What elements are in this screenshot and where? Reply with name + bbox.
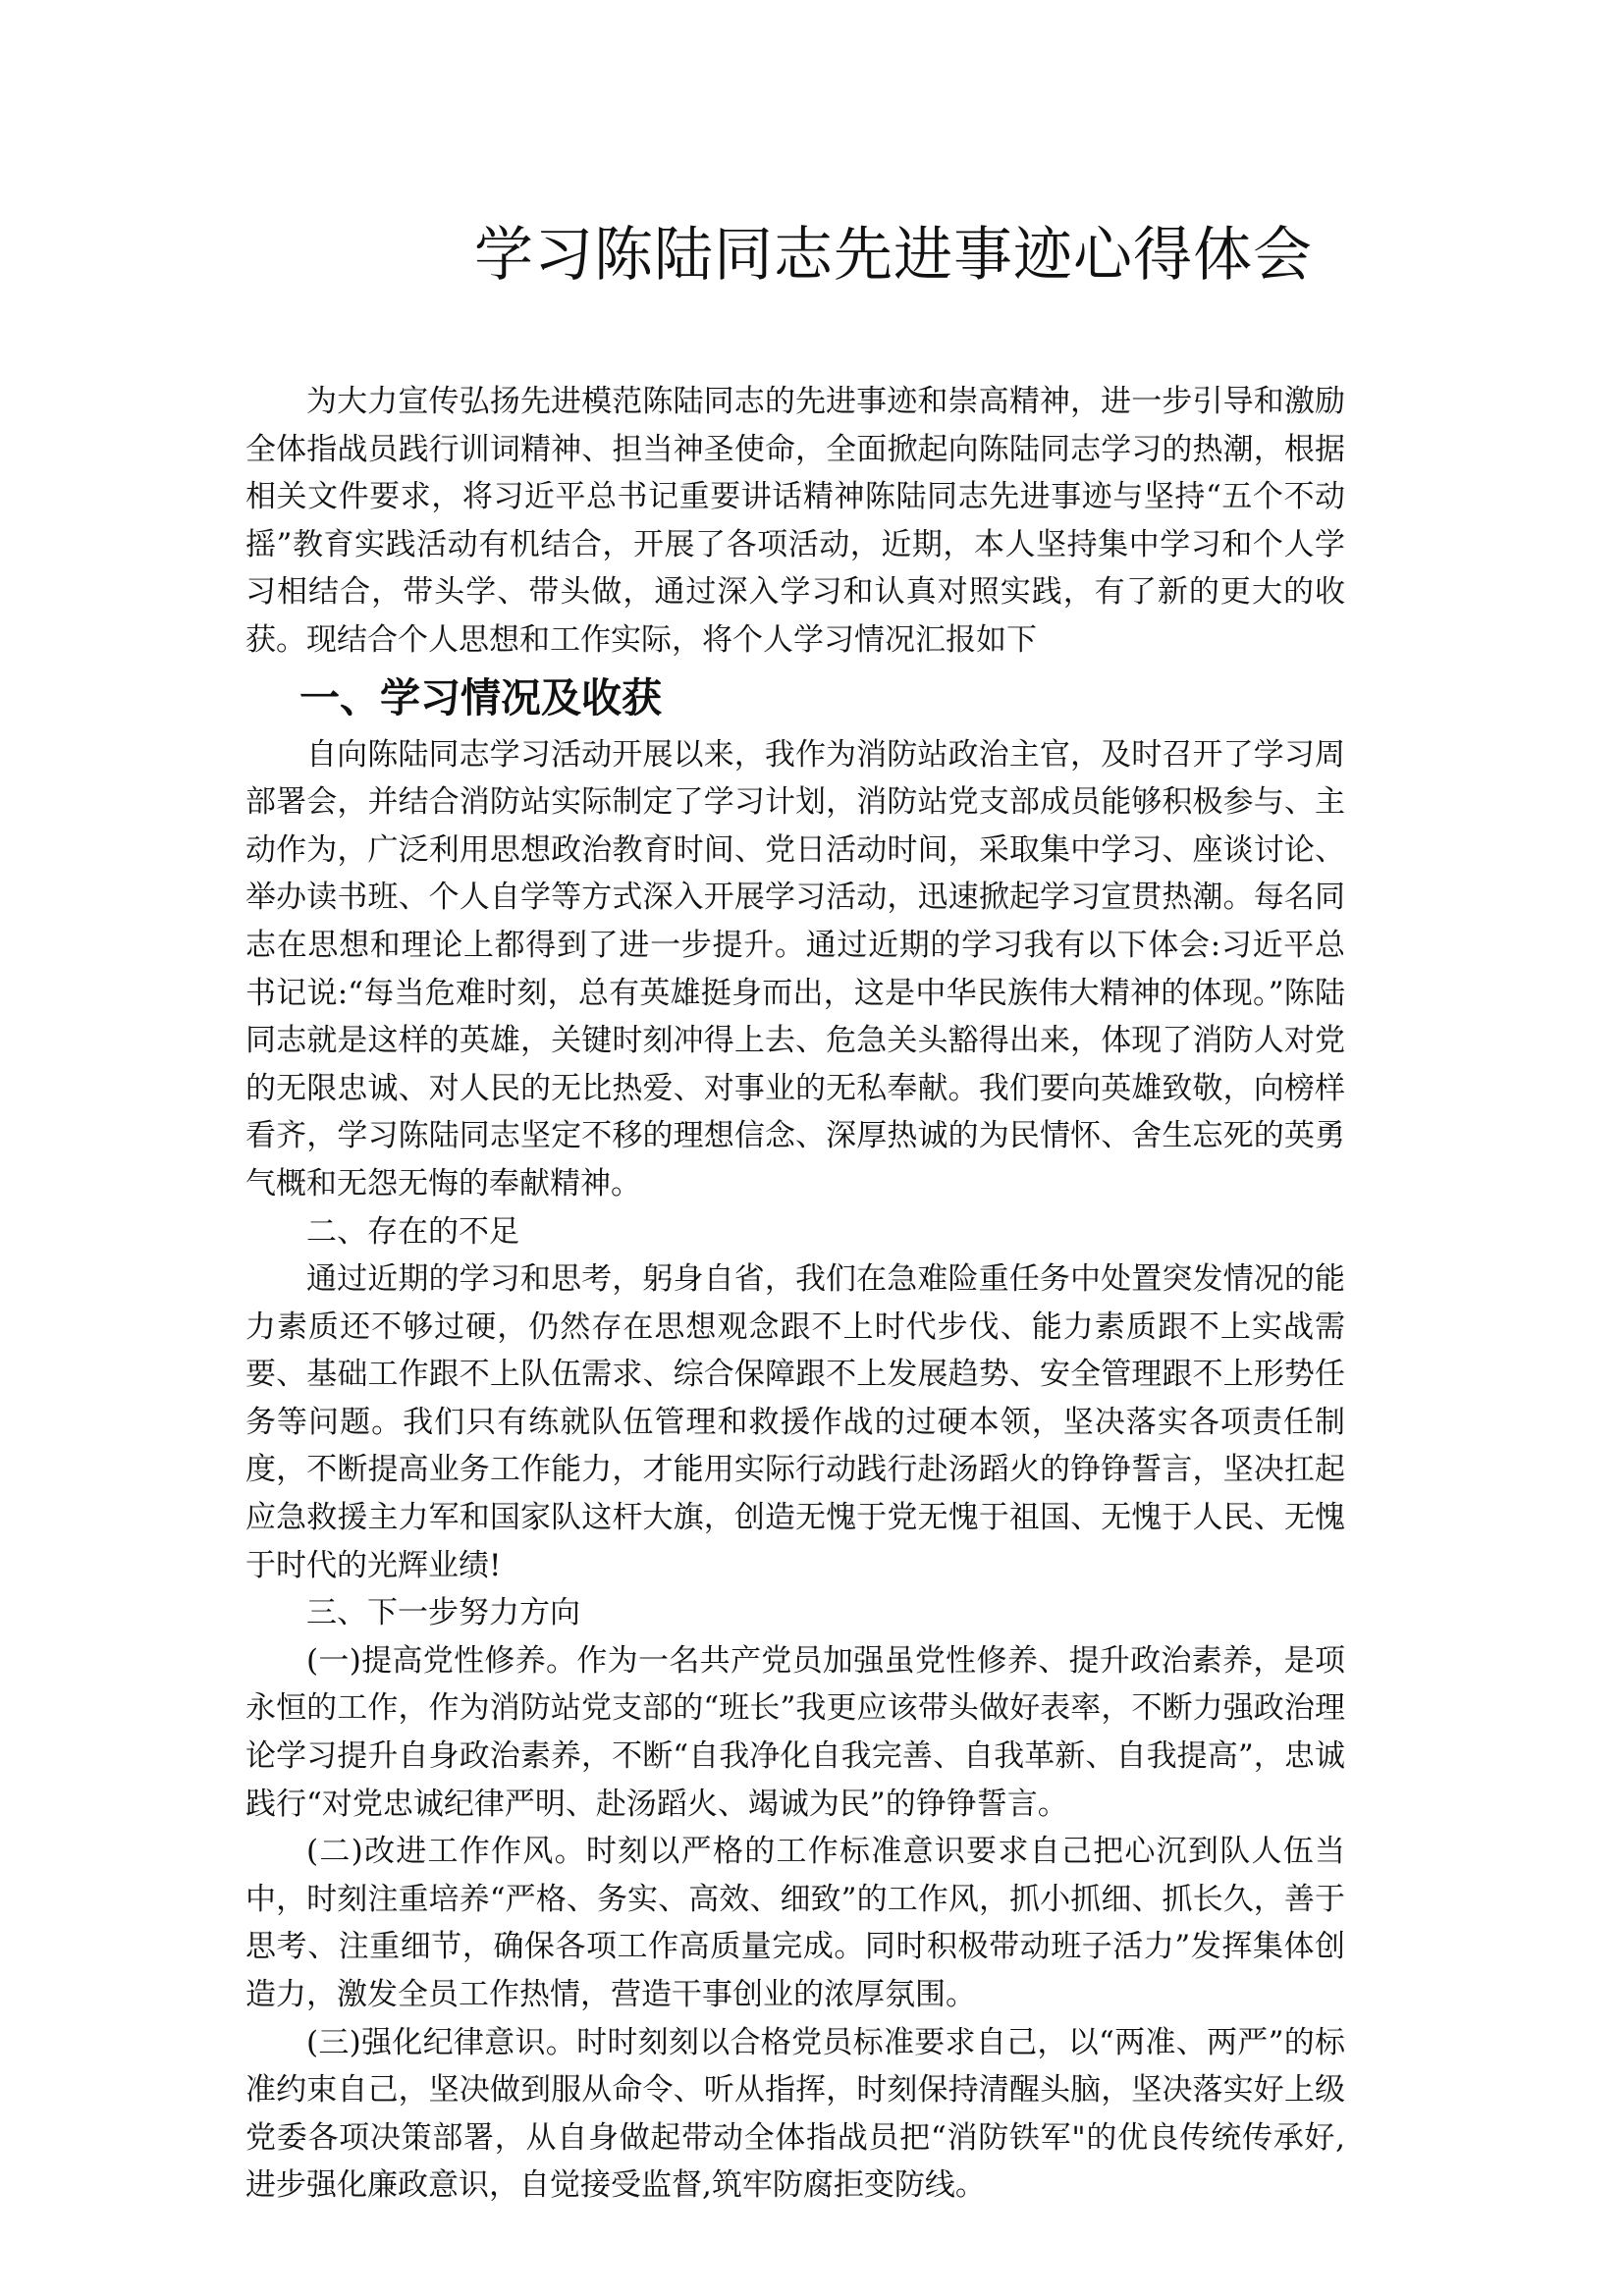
section-3-heading: 三、下一步努力方向 (306, 1595, 580, 1631)
section-3-item-2: (二)改进工作作风。时刻以严格的工作标准意识要求自己把心沉到队人伍当中，时刻注重培养“严格、务实、高效、细致”的工作风，抓小抓细、抓长久，善于思考、注重细节，确保各项工作高质量完成。同时积极带动班子活力”发挥集体创造力，激发全员工作热情，营造干事创业的浓厚氛围。 (245, 1834, 1345, 2012)
section-3-item-3: (三)强化纪律意识。时时刻刻以合格党员标准要求自己，以“两准、两严”的标准约束自己，坚决做到服从命令、听从指挥，时刻保持清醒头脑，坚决落实好上级党委各项决策部署，从自身做起带动全体指战员把“消防铁军"的优良传统传承好,进步强化廉政意识，自觉接受监督,筑牢防腐拒变防线。 (245, 2024, 1345, 2204)
intro-paragraph: 为大力宣传弘扬先进模范陈陆同志的先进事迹和崇高精神，进一步引导和激励全体指战员践行训词精神、担当神圣使命，全面掀起向陈陆同志学习的热潮，根据相关文件要求，将习近平总书记重要讲话精神陈陆同志先进事迹与坚持“五个不动摇”教育实践活动有机结合，开展了各项活动，近期，本人坚持集中学习和个人学习相结合，带头学、带头做，通过深入学习和认真对照实践，有了新的更大的收获。现结合个人思想和工作实际，将个人学习情况汇报如下 (245, 384, 1345, 658)
document-body (245, 378, 1345, 2210)
section-1-paragraph: 自向陈陆同志学习活动开展以来，我作为消防站政治主官，及时召开了学习周部署会，并结合消防站实际制定了学习计划，消防站党支部成员能够积极参与、主动作为，广泛利用思想政治教育时间、党日活动时间，采取集中学习、座谈讨论、举办读书班、个人自学等方式深入开展学习活动，迅速掀起学习宣贯热潮。每名同志在思想和理论上都得到了进一步提升。通过近期的学习我有以下体会:习近平总书记说:“每当危难时刻，总有英雄挺身而出，这是中华民族伟大精神的体现。”陈陆同志就是这样的英雄，关键时刻冲得上去、危急关头豁得出来，体现了消防人对党的无限忠诚、对人民的无比热爱、对事业的无私奉献。我们要向英雄致敬，向榜样看齐，学习陈陆同志坚定不移的理想信念、深厚热诚的为民情怀、舍生忘死的英勇气概和无怨无悔的奉献精神。 (245, 736, 1345, 1201)
section-1-heading: 一、学习情况及收获 (299, 673, 662, 721)
section-3-item-1: (一)提高党性修养。作为一名共产党员加强虽党性修养、提升政治素养，是项永恒的工作，作为消防站党支部的“班长”我更应该带头做好表率，不断力强政治理论学习提升自身政治素养，不断“自我净化自我完善、自我革新、自我提高”，忠诚践行“对党忠诚纪律严明、赴汤蹈火、竭诚为民”的铮铮誓言。 (245, 1642, 1345, 1822)
document-title: 学习陈陆同志先进事迹心得体会 (474, 221, 1313, 290)
section-2-paragraph: 通过近期的学习和思考，躬身自省，我们在急难险重任务中处置突发情况的能力素质还不够过硬，仍然存在思想观念跟不上时代步伐、能力素质跟不上实战需要、基础工作跟不上队伍需求、综合保障跟不上发展趋势、安全管理跟不上形势任务等问题。我们只有练就队伍管理和救援作战的过硬本领，坚决落实各项责任制度，不断提高业务工作能力，才能用实际行动践行赴汤蹈火的铮铮誓言，坚决扛起应急救援主力军和国家队这杆大旗，创造无愧于党无愧于祖国、无愧于人民、无愧于时代的光辉业绩! (245, 1261, 1345, 1583)
section-2-heading: 二、存在的不足 (306, 1213, 519, 1250)
